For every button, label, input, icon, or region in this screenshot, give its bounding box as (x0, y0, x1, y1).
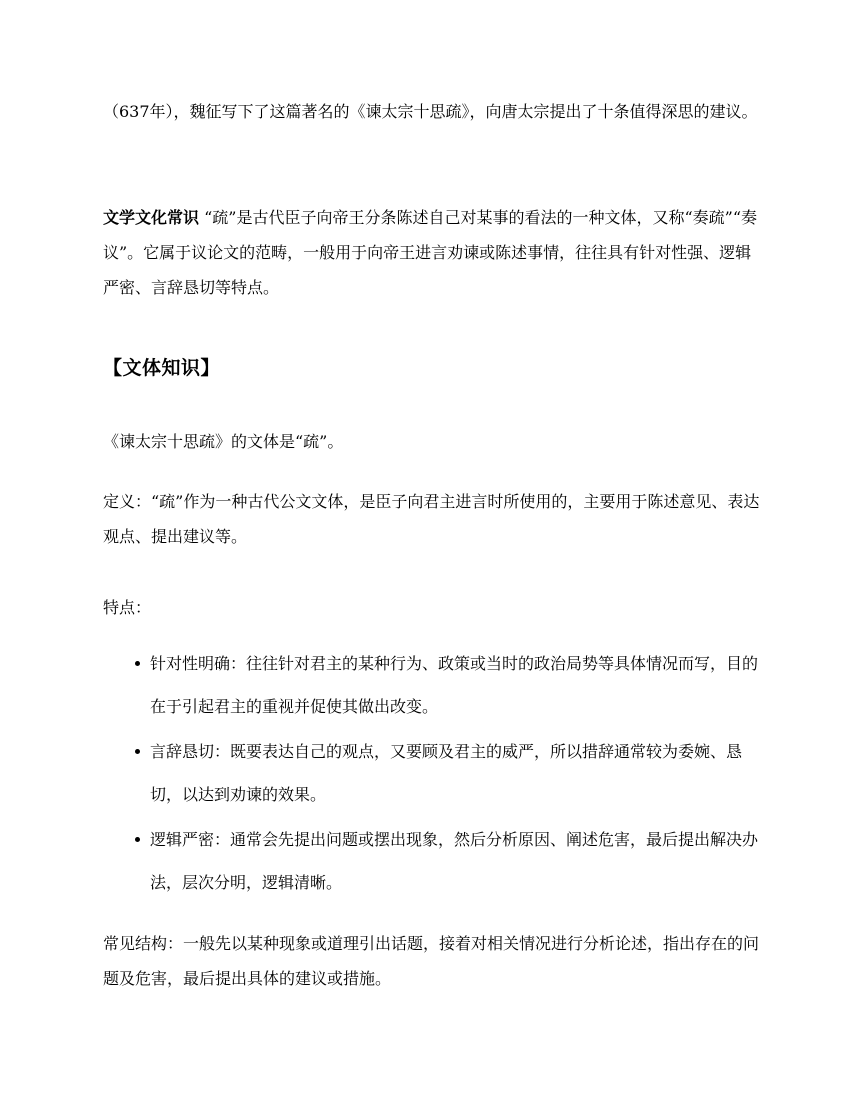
definition-paragraph (103, 484, 763, 554)
literary-note-text: “疏”是古代臣子向帝王分条陈述自己对某事的看法的一种文体，又称“奏疏”“奏议”。它属于议论文的范畴，一般用于向帝王进言劝谏或陈述事情，往往具有针对性强、逻辑严密、言辞恳切等特点。 (103, 208, 758, 297)
features-label-text: 特点： (103, 598, 152, 617)
genre-line (103, 424, 763, 459)
intro-paragraph (103, 94, 763, 129)
literary-note-label: 文学文化常识 (103, 208, 200, 227)
feature-text: 逻辑严密：通常会先提出问题或摆出现象，然后分析原因、阐述危害，最后提出解决办法，层次分明，逻辑清晰。 (150, 830, 759, 892)
list-item (135, 730, 763, 816)
bullet-icon (135, 661, 140, 666)
bullet-icon (135, 749, 140, 754)
list-item (135, 818, 763, 904)
intro-text: （637年），魏征写下了这篇著名的《谏太宗十思疏》，向唐太宗提出了十条值得深思的建议。 (103, 102, 758, 121)
structure-text: 常见结构：一般先以某种现象或道理引出话题，接着对相关情况进行分析论述，指出存在的问题及危害，最后提出具体的建议或措施。 (103, 934, 760, 988)
literary-note-paragraph (103, 200, 763, 305)
features-list (135, 642, 763, 906)
genre-line-text: 《谏太宗十思疏》的文体是“疏”。 (103, 432, 344, 451)
structure-paragraph (103, 926, 763, 996)
feature-text: 言辞恳切：既要表达自己的观点，又要顾及君主的威严，所以措辞通常较为委婉、恳切，以达到劝谏的效果。 (150, 742, 743, 804)
feature-text: 针对性明确：往往针对君主的某种行为、政策或当时的政治局势等具体情况而写，目的在于引起君主的重视并促使其做出改变。 (150, 654, 759, 716)
section-heading: 【文体知识】 (103, 357, 221, 379)
list-item (135, 642, 763, 728)
bullet-icon (135, 837, 140, 842)
features-label (103, 590, 763, 625)
definition-text: 定义：“疏”作为一种古代公文文体，是臣子向君主进言时所使用的，主要用于陈述意见、表达观点、提出建议等。 (103, 492, 760, 546)
